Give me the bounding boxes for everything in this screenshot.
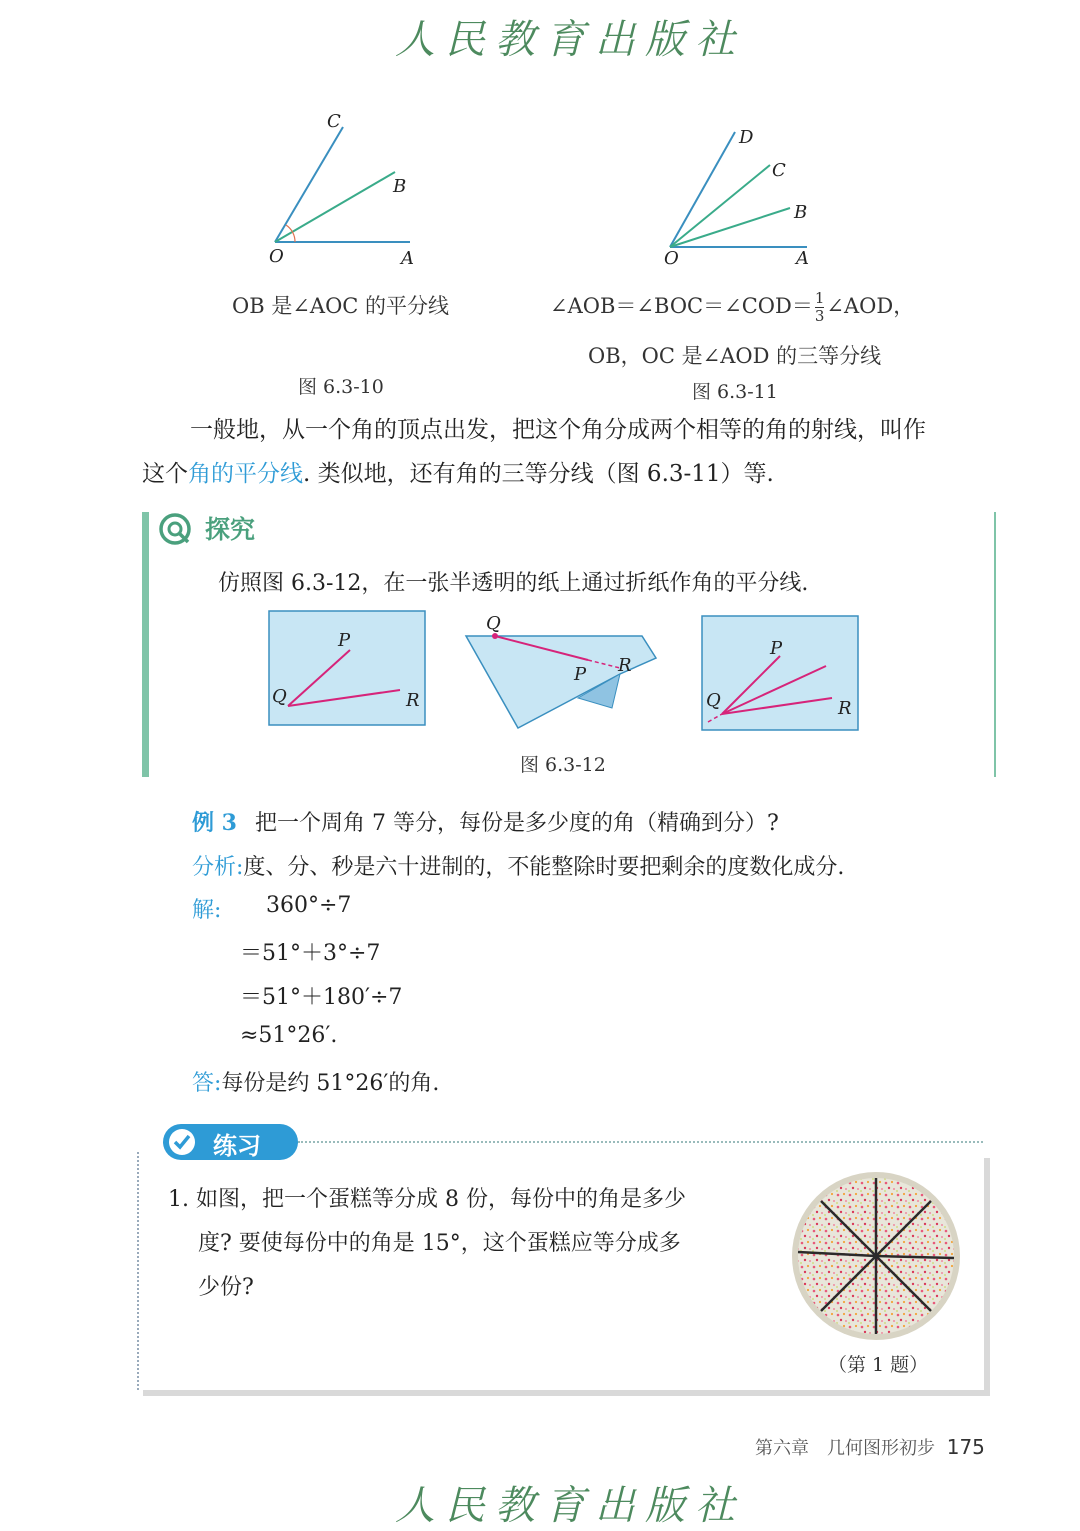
figure-6-3-11 <box>650 120 850 275</box>
analysis-text: 度、分、秒是六十进制的，不能整除时要把剩余的度数化成分. <box>243 855 845 880</box>
practice-divider <box>298 1141 983 1143</box>
explore-icon <box>158 512 194 548</box>
label-P: P <box>770 638 783 659</box>
label-B: B <box>393 176 407 197</box>
analysis <box>192 850 844 881</box>
fig10-statement: OB 是∠AOC 的平分线 <box>232 294 450 318</box>
label-C: C <box>772 160 786 181</box>
ray-OC <box>670 165 770 247</box>
label-O: O <box>664 248 679 269</box>
definition-paragraph <box>142 408 992 496</box>
q1-line3: 少份? <box>198 1275 254 1300</box>
example-label: 例 3 <box>192 810 237 836</box>
fig11-caption: 图 6.3-11 <box>692 381 778 403</box>
label-A: A <box>796 248 809 269</box>
label-P: P <box>574 664 587 685</box>
fold-step-1 <box>268 610 428 728</box>
label-R: R <box>838 698 852 719</box>
label-O: O <box>269 246 284 267</box>
label-B: B <box>794 202 808 223</box>
eq-right: ∠AOD， <box>826 294 915 318</box>
label-Q: Q <box>272 686 287 707</box>
explore-text: 仿照图 6.3-12，在一张半透明的纸上通过折纸作角的平分线. <box>218 571 809 596</box>
fold-step-3 <box>700 614 862 734</box>
label-A: A <box>401 248 414 269</box>
para-suffix: . 类似地，还有角的三等分线（图 6.3-11）等. <box>303 461 774 487</box>
solution-label: 解: <box>192 898 222 923</box>
check-icon <box>167 1127 197 1157</box>
fig11-equation <box>550 290 914 325</box>
label-Q: Q <box>486 613 501 634</box>
fig11-line2: OB，OC 是∠AOD 的三等分线 <box>588 344 882 368</box>
publisher-header: 人民教育出版社 <box>395 17 745 63</box>
frac-den: 3 <box>814 307 825 325</box>
fraction <box>815 290 825 325</box>
publisher-footer: 人民教育出版社 <box>395 1483 745 1529</box>
para-line2 <box>142 452 992 496</box>
cake-caption: （第 1 题） <box>828 1354 929 1376</box>
label-P: P <box>338 630 351 651</box>
fig10-caption: 图 6.3-10 <box>298 376 384 398</box>
practice-tab <box>163 1124 298 1160</box>
frac-num: 1 <box>814 289 825 307</box>
step-1: 360°÷7 <box>266 893 352 918</box>
answer-text: 每份是约 51°26′的角. <box>221 1071 440 1096</box>
fold-step-2 <box>460 610 660 732</box>
label-R: R <box>406 690 420 711</box>
footer <box>755 1434 985 1460</box>
step-2: ＝51°＋3°÷7 <box>240 941 381 966</box>
term-angle-bisector: 角的平分线 <box>188 461 303 487</box>
step-3: ＝51°＋180′÷7 <box>240 985 403 1010</box>
practice-title: 练习 <box>213 1132 261 1160</box>
page-number: 175 <box>946 1435 985 1459</box>
para-line1: 一般地，从一个角的顶点出发，把这个角分成两个相等的角的射线，叫作 <box>190 417 926 443</box>
fig12-caption: 图 6.3-12 <box>520 754 606 776</box>
ray-OC <box>275 127 343 242</box>
para-prefix: 这个 <box>142 461 188 487</box>
figure-6-3-10 <box>255 105 455 275</box>
answer <box>192 1066 439 1097</box>
q1-line1: 1. 如图，把一个蛋糕等分成 8 份，每份中的角是多少 <box>168 1187 686 1212</box>
cake-image <box>788 1168 964 1344</box>
answer-label: 答: <box>192 1071 222 1096</box>
example-question: 把一个周角 7 等分，每份是多少度的角（精确到分）? <box>254 811 779 836</box>
label-R: R <box>618 655 632 676</box>
eq-left: ∠AOB＝∠BOC＝∠COD＝ <box>550 294 813 318</box>
q1-line2: 度? 要使每份中的角是 15°，这个蛋糕应等分成多 <box>198 1231 681 1256</box>
label-Q: Q <box>706 690 721 711</box>
analysis-label: 分析: <box>192 855 244 880</box>
step-4: ≈51°26′. <box>240 1023 338 1048</box>
label-D: D <box>739 127 754 148</box>
chapter-title: 第六章 几何图形初步 <box>755 1438 935 1459</box>
example-3 <box>192 806 779 837</box>
explore-title: 探究 <box>205 515 256 544</box>
label-C: C <box>327 111 341 132</box>
